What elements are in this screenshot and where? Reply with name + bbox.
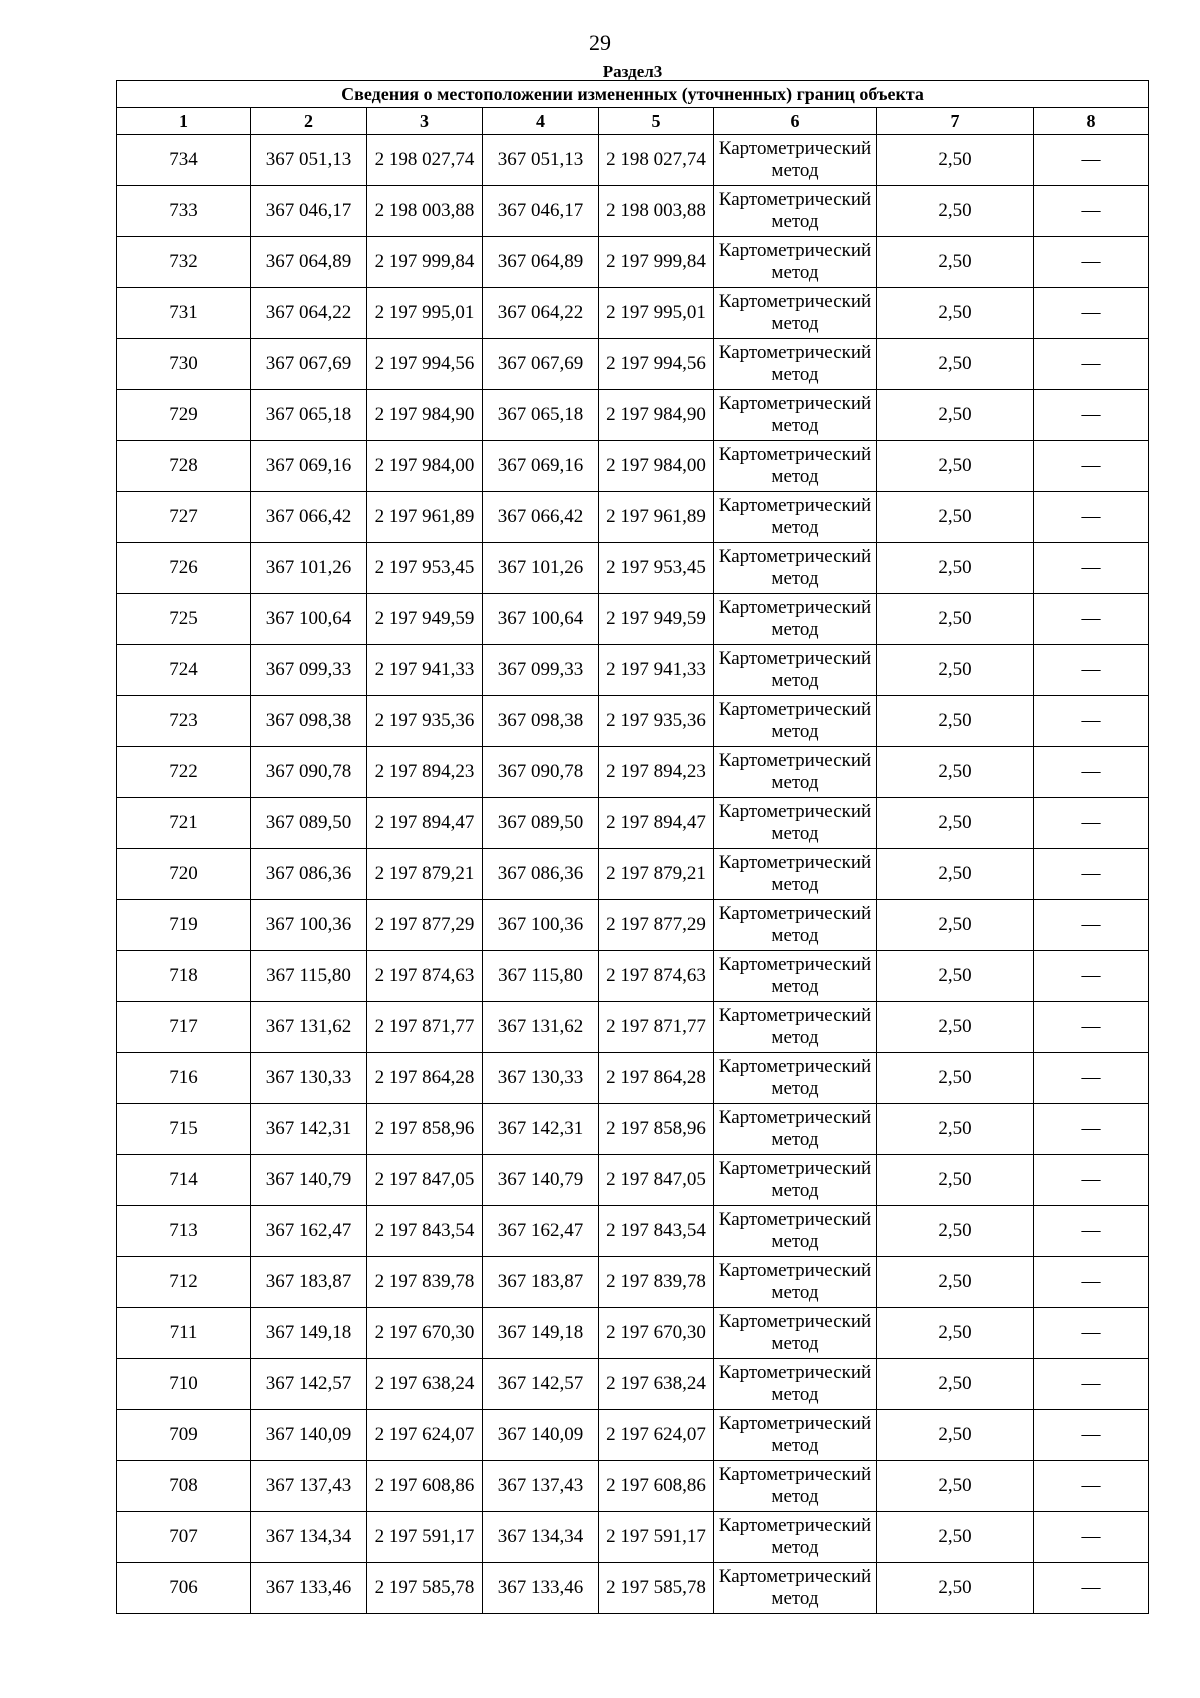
- point-number-cell: 724: [117, 645, 251, 696]
- table-row: [117, 492, 1149, 543]
- column-header: 5: [599, 108, 714, 135]
- x-new-cell: 367 149,18: [483, 1308, 599, 1359]
- method-cell: Картометрический метод: [714, 1512, 877, 1563]
- method-cell: Картометрический метод: [714, 1053, 877, 1104]
- note-cell: —: [1034, 900, 1149, 951]
- y-new-cell: 2 197 843,54: [599, 1206, 714, 1257]
- point-number-cell: 728: [117, 441, 251, 492]
- point-number-cell: 719: [117, 900, 251, 951]
- y-new-cell: 2 197 847,05: [599, 1155, 714, 1206]
- y-old-cell: 2 197 961,89: [367, 492, 483, 543]
- accuracy-cell: 2,50: [877, 1410, 1034, 1461]
- method-cell: Картометрический метод: [714, 594, 877, 645]
- method-cell: Картометрический метод: [714, 186, 877, 237]
- accuracy-cell: 2,50: [877, 900, 1034, 951]
- note-cell: —: [1034, 186, 1149, 237]
- x-new-cell: 367 100,36: [483, 900, 599, 951]
- point-number-cell: 707: [117, 1512, 251, 1563]
- y-new-cell: 2 197 949,59: [599, 594, 714, 645]
- table-row: [117, 288, 1149, 339]
- y-new-cell: 2 197 624,07: [599, 1410, 714, 1461]
- table-caption: Сведения о местоположении измененных (уточненных) границ объекта: [117, 81, 1149, 108]
- x-new-cell: 367 115,80: [483, 951, 599, 1002]
- table-row: [117, 1002, 1149, 1053]
- y-old-cell: 2 198 027,74: [367, 135, 483, 186]
- accuracy-cell: 2,50: [877, 288, 1034, 339]
- point-number-cell: 726: [117, 543, 251, 594]
- note-cell: —: [1034, 441, 1149, 492]
- table-row: [117, 441, 1149, 492]
- x-old-cell: 367 089,50: [251, 798, 367, 849]
- method-cell: Картометрический метод: [714, 1104, 877, 1155]
- column-header: 8: [1034, 108, 1149, 135]
- accuracy-cell: 2,50: [877, 1206, 1034, 1257]
- y-old-cell: 2 197 877,29: [367, 900, 483, 951]
- method-cell: Картометрический метод: [714, 135, 877, 186]
- table-row: [117, 1155, 1149, 1206]
- y-new-cell: 2 197 858,96: [599, 1104, 714, 1155]
- x-new-cell: 367 183,87: [483, 1257, 599, 1308]
- x-new-cell: 367 133,46: [483, 1563, 599, 1614]
- table-row: [117, 1461, 1149, 1512]
- y-old-cell: 2 197 843,54: [367, 1206, 483, 1257]
- note-cell: —: [1034, 237, 1149, 288]
- y-new-cell: 2 197 877,29: [599, 900, 714, 951]
- y-old-cell: 2 197 953,45: [367, 543, 483, 594]
- point-number-cell: 721: [117, 798, 251, 849]
- y-new-cell: 2 197 871,77: [599, 1002, 714, 1053]
- method-cell: Картометрический метод: [714, 492, 877, 543]
- table-row: [117, 594, 1149, 645]
- accuracy-cell: 2,50: [877, 798, 1034, 849]
- x-old-cell: 367 051,13: [251, 135, 367, 186]
- method-cell: Картометрический метод: [714, 441, 877, 492]
- point-number-cell: 714: [117, 1155, 251, 1206]
- column-header: 3: [367, 108, 483, 135]
- accuracy-cell: 2,50: [877, 849, 1034, 900]
- table-row: [117, 1206, 1149, 1257]
- y-new-cell: 2 197 879,21: [599, 849, 714, 900]
- method-cell: Картометрический метод: [714, 543, 877, 594]
- accuracy-cell: 2,50: [877, 1461, 1034, 1512]
- x-old-cell: 367 098,38: [251, 696, 367, 747]
- note-cell: —: [1034, 1359, 1149, 1410]
- note-cell: —: [1034, 1410, 1149, 1461]
- note-cell: —: [1034, 543, 1149, 594]
- column-header: 4: [483, 108, 599, 135]
- method-cell: Картометрический метод: [714, 798, 877, 849]
- accuracy-cell: 2,50: [877, 492, 1034, 543]
- x-new-cell: 367 130,33: [483, 1053, 599, 1104]
- method-cell: Картометрический метод: [714, 339, 877, 390]
- point-number-cell: 710: [117, 1359, 251, 1410]
- x-old-cell: 367 069,16: [251, 441, 367, 492]
- y-new-cell: 2 197 894,47: [599, 798, 714, 849]
- y-old-cell: 2 197 839,78: [367, 1257, 483, 1308]
- x-new-cell: 367 051,13: [483, 135, 599, 186]
- y-old-cell: 2 197 984,00: [367, 441, 483, 492]
- column-header: 1: [117, 108, 251, 135]
- y-new-cell: 2 197 894,23: [599, 747, 714, 798]
- accuracy-cell: 2,50: [877, 1002, 1034, 1053]
- point-number-cell: 731: [117, 288, 251, 339]
- table-row: [117, 1257, 1149, 1308]
- y-new-cell: 2 197 961,89: [599, 492, 714, 543]
- note-cell: —: [1034, 645, 1149, 696]
- point-number-cell: 733: [117, 186, 251, 237]
- y-new-cell: 2 197 864,28: [599, 1053, 714, 1104]
- method-cell: Картометрический метод: [714, 900, 877, 951]
- y-old-cell: 2 197 670,30: [367, 1308, 483, 1359]
- table-row: [117, 390, 1149, 441]
- point-number-cell: 734: [117, 135, 251, 186]
- x-new-cell: 367 066,42: [483, 492, 599, 543]
- table-row: [117, 798, 1149, 849]
- x-old-cell: 367 067,69: [251, 339, 367, 390]
- y-new-cell: 2 197 935,36: [599, 696, 714, 747]
- note-cell: —: [1034, 1461, 1149, 1512]
- note-cell: —: [1034, 747, 1149, 798]
- table-row: [117, 135, 1149, 186]
- y-new-cell: 2 197 874,63: [599, 951, 714, 1002]
- method-cell: Картометрический метод: [714, 747, 877, 798]
- x-old-cell: 367 099,33: [251, 645, 367, 696]
- accuracy-cell: 2,50: [877, 594, 1034, 645]
- method-cell: Картометрический метод: [714, 1155, 877, 1206]
- x-new-cell: 367 098,38: [483, 696, 599, 747]
- x-old-cell: 367 064,22: [251, 288, 367, 339]
- x-old-cell: 367 142,31: [251, 1104, 367, 1155]
- column-header: 2: [251, 108, 367, 135]
- note-cell: —: [1034, 849, 1149, 900]
- x-new-cell: 367 064,22: [483, 288, 599, 339]
- table-row: [117, 339, 1149, 390]
- y-new-cell: 2 197 638,24: [599, 1359, 714, 1410]
- point-number-cell: 717: [117, 1002, 251, 1053]
- table-row: [117, 1308, 1149, 1359]
- x-new-cell: 367 101,26: [483, 543, 599, 594]
- accuracy-cell: 2,50: [877, 1359, 1034, 1410]
- table-row: [117, 645, 1149, 696]
- point-number-cell: 725: [117, 594, 251, 645]
- accuracy-cell: 2,50: [877, 237, 1034, 288]
- column-header-row: [117, 108, 1149, 135]
- y-new-cell: 2 197 591,17: [599, 1512, 714, 1563]
- method-cell: Картометрический метод: [714, 1410, 877, 1461]
- x-new-cell: 367 046,17: [483, 186, 599, 237]
- accuracy-cell: 2,50: [877, 1257, 1034, 1308]
- y-new-cell: 2 197 995,01: [599, 288, 714, 339]
- coordinates-table: [116, 80, 1149, 1614]
- accuracy-cell: 2,50: [877, 1512, 1034, 1563]
- y-old-cell: 2 197 624,07: [367, 1410, 483, 1461]
- point-number-cell: 708: [117, 1461, 251, 1512]
- table-body: [117, 135, 1149, 1614]
- table-row: [117, 900, 1149, 951]
- accuracy-cell: 2,50: [877, 1155, 1034, 1206]
- x-new-cell: 367 099,33: [483, 645, 599, 696]
- note-cell: —: [1034, 1002, 1149, 1053]
- x-old-cell: 367 131,62: [251, 1002, 367, 1053]
- y-new-cell: 2 198 003,88: [599, 186, 714, 237]
- point-number-cell: 718: [117, 951, 251, 1002]
- x-old-cell: 367 183,87: [251, 1257, 367, 1308]
- page-number: 29: [589, 30, 611, 55]
- note-cell: —: [1034, 288, 1149, 339]
- note-cell: —: [1034, 1104, 1149, 1155]
- x-old-cell: 367 101,26: [251, 543, 367, 594]
- x-old-cell: 367 133,46: [251, 1563, 367, 1614]
- accuracy-cell: 2,50: [877, 390, 1034, 441]
- x-new-cell: 367 064,89: [483, 237, 599, 288]
- method-cell: Картометрический метод: [714, 1002, 877, 1053]
- point-number-cell: 720: [117, 849, 251, 900]
- point-number-cell: 706: [117, 1563, 251, 1614]
- method-cell: Картометрический метод: [714, 390, 877, 441]
- y-old-cell: 2 197 608,86: [367, 1461, 483, 1512]
- x-new-cell: 367 100,64: [483, 594, 599, 645]
- y-old-cell: 2 197 638,24: [367, 1359, 483, 1410]
- x-new-cell: 367 137,43: [483, 1461, 599, 1512]
- y-old-cell: 2 197 847,05: [367, 1155, 483, 1206]
- x-old-cell: 367 140,09: [251, 1410, 367, 1461]
- table-row: [117, 747, 1149, 798]
- table-row: [117, 951, 1149, 1002]
- x-old-cell: 367 100,36: [251, 900, 367, 951]
- y-old-cell: 2 197 999,84: [367, 237, 483, 288]
- y-new-cell: 2 198 027,74: [599, 135, 714, 186]
- y-old-cell: 2 197 894,23: [367, 747, 483, 798]
- x-new-cell: 367 065,18: [483, 390, 599, 441]
- note-cell: —: [1034, 339, 1149, 390]
- y-new-cell: 2 197 953,45: [599, 543, 714, 594]
- y-old-cell: 2 197 995,01: [367, 288, 483, 339]
- y-old-cell: 2 197 858,96: [367, 1104, 483, 1155]
- table-row: [117, 1512, 1149, 1563]
- note-cell: —: [1034, 1563, 1149, 1614]
- y-old-cell: 2 198 003,88: [367, 186, 483, 237]
- x-new-cell: 367 162,47: [483, 1206, 599, 1257]
- x-new-cell: 367 090,78: [483, 747, 599, 798]
- accuracy-cell: 2,50: [877, 339, 1034, 390]
- note-cell: —: [1034, 594, 1149, 645]
- x-old-cell: 367 134,34: [251, 1512, 367, 1563]
- y-new-cell: 2 197 608,86: [599, 1461, 714, 1512]
- x-new-cell: 367 067,69: [483, 339, 599, 390]
- point-number-cell: 727: [117, 492, 251, 543]
- table-row: [117, 1104, 1149, 1155]
- accuracy-cell: 2,50: [877, 1053, 1034, 1104]
- y-old-cell: 2 197 879,21: [367, 849, 483, 900]
- x-old-cell: 367 162,47: [251, 1206, 367, 1257]
- accuracy-cell: 2,50: [877, 747, 1034, 798]
- table-row: [117, 849, 1149, 900]
- note-cell: —: [1034, 951, 1149, 1002]
- x-old-cell: 367 142,57: [251, 1359, 367, 1410]
- column-header: 6: [714, 108, 877, 135]
- x-old-cell: 367 140,79: [251, 1155, 367, 1206]
- point-number-cell: 713: [117, 1206, 251, 1257]
- method-cell: Картометрический метод: [714, 1359, 877, 1410]
- x-old-cell: 367 149,18: [251, 1308, 367, 1359]
- accuracy-cell: 2,50: [877, 135, 1034, 186]
- point-number-cell: 729: [117, 390, 251, 441]
- point-number-cell: 709: [117, 1410, 251, 1461]
- method-cell: Картометрический метод: [714, 849, 877, 900]
- table-row: [117, 186, 1149, 237]
- accuracy-cell: 2,50: [877, 951, 1034, 1002]
- accuracy-cell: 2,50: [877, 1563, 1034, 1614]
- table-row: [117, 1410, 1149, 1461]
- method-cell: Картометрический метод: [714, 288, 877, 339]
- note-cell: —: [1034, 696, 1149, 747]
- note-cell: —: [1034, 1155, 1149, 1206]
- accuracy-cell: 2,50: [877, 696, 1034, 747]
- x-new-cell: 367 069,16: [483, 441, 599, 492]
- x-new-cell: 367 140,79: [483, 1155, 599, 1206]
- table-row: [117, 696, 1149, 747]
- point-number-cell: 722: [117, 747, 251, 798]
- y-old-cell: 2 197 894,47: [367, 798, 483, 849]
- method-cell: Картометрический метод: [714, 1563, 877, 1614]
- accuracy-cell: 2,50: [877, 543, 1034, 594]
- method-cell: Картометрический метод: [714, 1257, 877, 1308]
- method-cell: Картометрический метод: [714, 696, 877, 747]
- x-old-cell: 367 065,18: [251, 390, 367, 441]
- x-new-cell: 367 140,09: [483, 1410, 599, 1461]
- y-new-cell: 2 197 984,00: [599, 441, 714, 492]
- table-row: [117, 237, 1149, 288]
- x-old-cell: 367 064,89: [251, 237, 367, 288]
- point-number-cell: 730: [117, 339, 251, 390]
- y-new-cell: 2 197 999,84: [599, 237, 714, 288]
- x-old-cell: 367 100,64: [251, 594, 367, 645]
- accuracy-cell: 2,50: [877, 441, 1034, 492]
- point-number-cell: 715: [117, 1104, 251, 1155]
- note-cell: —: [1034, 1512, 1149, 1563]
- y-old-cell: 2 197 591,17: [367, 1512, 483, 1563]
- method-cell: Картометрический метод: [714, 1206, 877, 1257]
- x-new-cell: 367 089,50: [483, 798, 599, 849]
- note-cell: —: [1034, 798, 1149, 849]
- y-old-cell: 2 197 949,59: [367, 594, 483, 645]
- note-cell: —: [1034, 1257, 1149, 1308]
- x-new-cell: 367 142,31: [483, 1104, 599, 1155]
- point-number-cell: 711: [117, 1308, 251, 1359]
- y-old-cell: 2 197 585,78: [367, 1563, 483, 1614]
- point-number-cell: 723: [117, 696, 251, 747]
- table-row: [117, 1359, 1149, 1410]
- y-old-cell: 2 197 874,63: [367, 951, 483, 1002]
- method-cell: Картометрический метод: [714, 1461, 877, 1512]
- section-title: Раздел3: [602, 62, 663, 81]
- accuracy-cell: 2,50: [877, 1104, 1034, 1155]
- x-new-cell: 367 086,36: [483, 849, 599, 900]
- method-cell: Картометрический метод: [714, 1308, 877, 1359]
- table-row: [117, 1563, 1149, 1614]
- note-cell: —: [1034, 492, 1149, 543]
- x-new-cell: 367 134,34: [483, 1512, 599, 1563]
- note-cell: —: [1034, 1053, 1149, 1104]
- point-number-cell: 712: [117, 1257, 251, 1308]
- y-old-cell: 2 197 984,90: [367, 390, 483, 441]
- point-number-cell: 732: [117, 237, 251, 288]
- accuracy-cell: 2,50: [877, 1308, 1034, 1359]
- x-old-cell: 367 046,17: [251, 186, 367, 237]
- x-new-cell: 367 131,62: [483, 1002, 599, 1053]
- x-old-cell: 367 086,36: [251, 849, 367, 900]
- x-old-cell: 367 130,33: [251, 1053, 367, 1104]
- y-new-cell: 2 197 839,78: [599, 1257, 714, 1308]
- note-cell: —: [1034, 1206, 1149, 1257]
- y-old-cell: 2 197 994,56: [367, 339, 483, 390]
- y-new-cell: 2 197 941,33: [599, 645, 714, 696]
- method-cell: Картометрический метод: [714, 645, 877, 696]
- accuracy-cell: 2,50: [877, 186, 1034, 237]
- x-old-cell: 367 090,78: [251, 747, 367, 798]
- y-new-cell: 2 197 585,78: [599, 1563, 714, 1614]
- y-old-cell: 2 197 935,36: [367, 696, 483, 747]
- table-row: [117, 543, 1149, 594]
- x-new-cell: 367 142,57: [483, 1359, 599, 1410]
- note-cell: —: [1034, 390, 1149, 441]
- y-new-cell: 2 197 994,56: [599, 339, 714, 390]
- note-cell: —: [1034, 1308, 1149, 1359]
- accuracy-cell: 2,50: [877, 645, 1034, 696]
- point-number-cell: 716: [117, 1053, 251, 1104]
- method-cell: Картометрический метод: [714, 951, 877, 1002]
- y-new-cell: 2 197 670,30: [599, 1308, 714, 1359]
- y-old-cell: 2 197 941,33: [367, 645, 483, 696]
- y-old-cell: 2 197 864,28: [367, 1053, 483, 1104]
- x-old-cell: 367 066,42: [251, 492, 367, 543]
- table-row: [117, 1053, 1149, 1104]
- x-old-cell: 367 115,80: [251, 951, 367, 1002]
- method-cell: Картометрический метод: [714, 237, 877, 288]
- x-old-cell: 367 137,43: [251, 1461, 367, 1512]
- note-cell: —: [1034, 135, 1149, 186]
- column-header: 7: [877, 108, 1034, 135]
- y-new-cell: 2 197 984,90: [599, 390, 714, 441]
- y-old-cell: 2 197 871,77: [367, 1002, 483, 1053]
